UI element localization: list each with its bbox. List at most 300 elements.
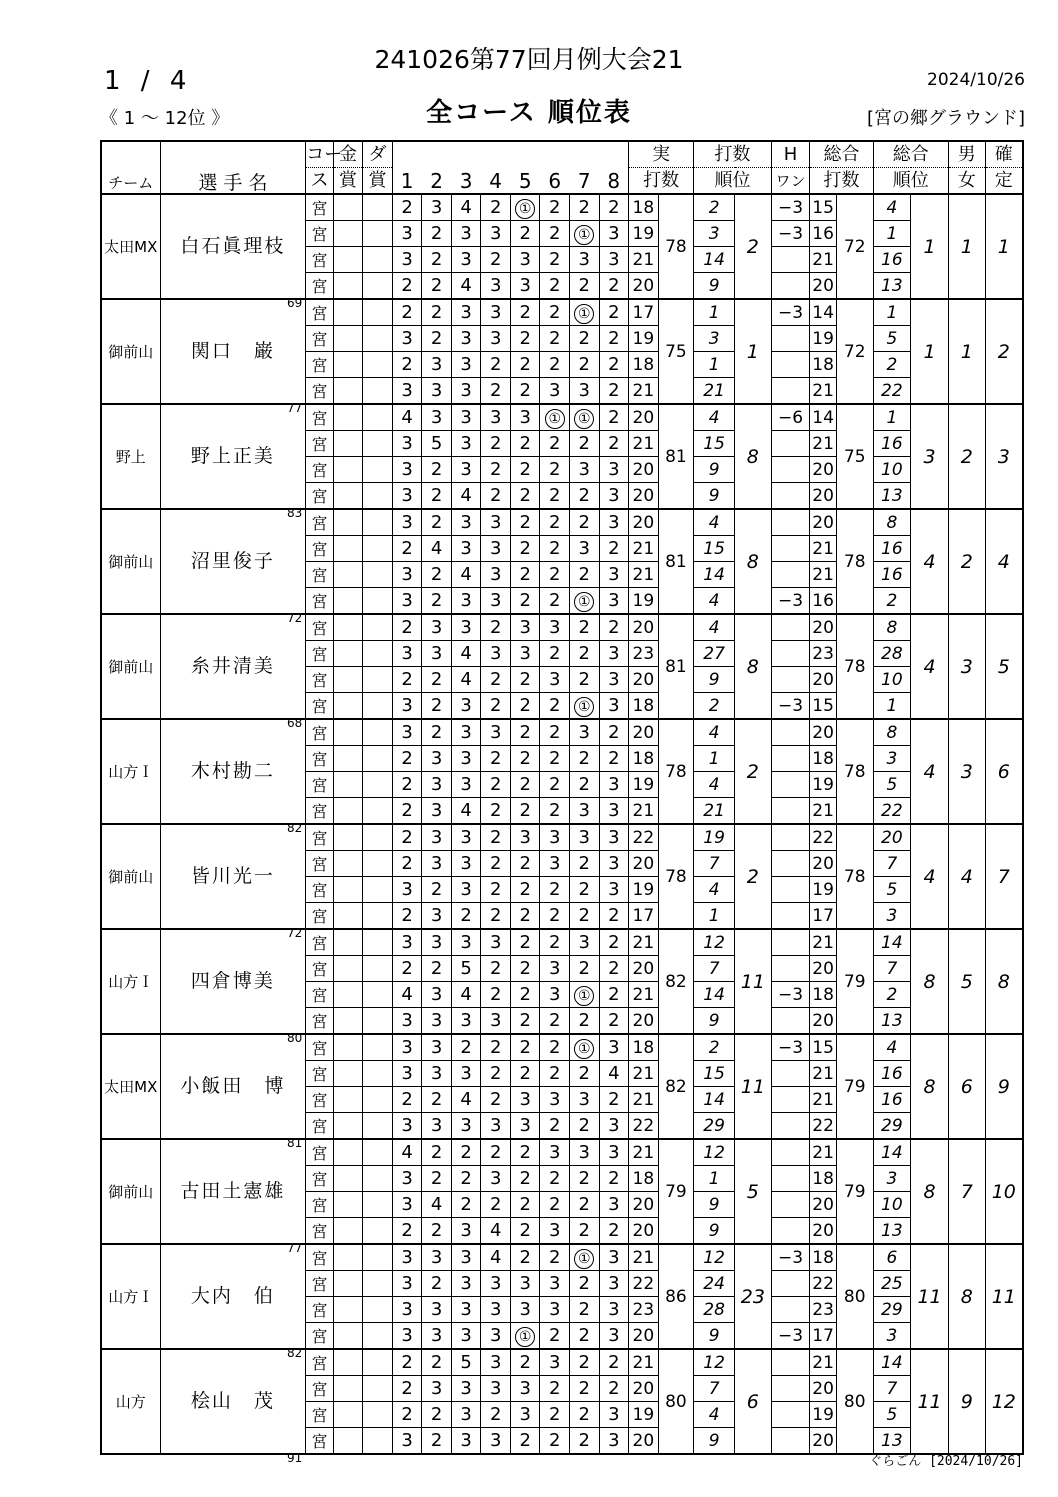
gold-prize-cell: [333, 1218, 363, 1245]
round-total-rank: 16: [873, 1061, 911, 1087]
round-total: 21: [810, 1349, 836, 1376]
round-total-rank: 3: [873, 903, 911, 930]
hole-score: 2: [481, 194, 511, 221]
hole-score: 3: [451, 1008, 481, 1035]
gender-rank: 1: [948, 194, 985, 299]
hole-score: 2: [570, 903, 600, 930]
h-one-adjust: [771, 1376, 810, 1402]
round-rank: 2: [694, 194, 735, 221]
round-score: 20: [629, 1376, 659, 1402]
hole-score: 4: [451, 273, 481, 300]
hole-score: 2: [392, 903, 422, 930]
hole-score: 2: [599, 1166, 629, 1192]
player-name-text: 桧山 茂: [190, 1390, 275, 1412]
hole-score: 3: [422, 982, 452, 1008]
course-cell: 宮: [306, 877, 334, 903]
hole-score: 2: [599, 1218, 629, 1245]
final-rank: 12: [985, 1349, 1023, 1454]
hole-score: 2: [510, 352, 540, 378]
hole-score: 3: [599, 798, 629, 825]
stroke-rank: 11: [735, 929, 772, 1034]
gold-prize-cell: [333, 667, 363, 693]
hole-score: 2: [599, 746, 629, 772]
hole-score: 3: [599, 1139, 629, 1166]
da-prize-cell: [363, 588, 393, 615]
hole-score: 2: [510, 772, 540, 798]
hole-score: 3: [422, 641, 452, 667]
gold-prize-cell: [333, 1323, 363, 1350]
hole-score: 3: [422, 798, 452, 825]
hole-score: 3: [422, 1034, 452, 1061]
hole-number-header: 8: [607, 168, 621, 193]
col-team: チーム: [101, 141, 160, 194]
hole-score: 3: [510, 247, 540, 273]
da-prize-cell: [363, 1113, 393, 1140]
table-row: [101, 1349, 1023, 1376]
da-prize-cell: [363, 824, 393, 851]
round-score: 20: [629, 851, 659, 877]
hole-score: 2: [481, 877, 511, 903]
hole-score: 2: [510, 588, 540, 615]
player-name-text: 沼里俊子: [190, 550, 275, 572]
hole-score: 3: [481, 1166, 511, 1192]
hole-score: 3: [451, 1323, 481, 1350]
round-rank: 1: [694, 299, 735, 326]
round-total: 21: [810, 929, 836, 956]
final-rank: 3: [985, 404, 1023, 509]
total-strokes: 78: [836, 614, 873, 719]
col-final-2: 定: [985, 168, 1023, 195]
player-name-text: 四倉博美: [190, 970, 275, 992]
hole-score: 3: [392, 509, 422, 536]
course-cell: 宮: [306, 1402, 334, 1428]
hole-score: 2: [540, 431, 570, 457]
hole-score: 2: [481, 824, 511, 851]
round-rank: 12: [694, 1349, 735, 1376]
h-one-adjust: −3: [771, 221, 810, 247]
player-name: [160, 719, 306, 835]
hole-score: 2: [540, 746, 570, 772]
round-rank: 3: [694, 221, 735, 247]
round-total-rank: 4: [873, 1034, 911, 1061]
course-cell: 宮: [306, 1349, 334, 1376]
gold-prize-cell: [333, 614, 363, 641]
gold-prize-cell: [333, 1376, 363, 1402]
hole-score: 3: [451, 929, 481, 956]
da-prize-cell: [363, 221, 393, 247]
course-cell: 宮: [306, 746, 334, 772]
hole-score: 2: [540, 641, 570, 667]
hole-score: 2: [599, 431, 629, 457]
course-cell: 宮: [306, 956, 334, 982]
total-rank: 8: [911, 1139, 949, 1244]
hole-score: 3: [599, 667, 629, 693]
hole-score: 3: [599, 1192, 629, 1218]
round-total-rank: 13: [873, 1008, 911, 1035]
hole-score: 3: [540, 378, 570, 405]
hole-score: 2: [599, 299, 629, 326]
hole-score: 2: [510, 851, 540, 877]
hole-score: 2: [510, 457, 540, 483]
round-total-rank: 14: [873, 1349, 911, 1376]
course-cell: 宮: [306, 851, 334, 877]
hole-score: 3: [422, 1297, 452, 1323]
total-rank: 4: [911, 509, 949, 614]
da-prize-cell: [363, 1349, 393, 1376]
player-name-text: 古田土憲雄: [180, 1180, 286, 1202]
round-score: 19: [629, 877, 659, 903]
hole-score: 2: [510, 326, 540, 352]
hole-score: 3: [599, 588, 629, 615]
table-row: [101, 614, 1023, 641]
hole-score: 3: [540, 1218, 570, 1245]
h-one-adjust: [771, 273, 810, 300]
round-total: 21: [810, 562, 836, 588]
team-name: 御前山: [101, 509, 160, 614]
gold-prize-cell: [333, 1402, 363, 1428]
actual-strokes: 81: [658, 614, 694, 719]
hole-score: 3: [422, 1061, 452, 1087]
h-one-adjust: [771, 536, 810, 562]
da-prize-cell: [363, 1271, 393, 1297]
hole-score: 2: [392, 667, 422, 693]
hole-score: 3: [422, 378, 452, 405]
hole-score: 3: [599, 1034, 629, 1061]
h-one-adjust: [771, 247, 810, 273]
hole-score: 2: [510, 693, 540, 720]
round-total: 20: [810, 483, 836, 510]
hole-score: 3: [392, 1113, 422, 1140]
hole-score: 3: [599, 824, 629, 851]
round-rank: 3: [694, 326, 735, 352]
hole-score: 2: [540, 562, 570, 588]
hole-score: [510, 1323, 540, 1350]
hole-score: 2: [392, 772, 422, 798]
course-cell: 宮: [306, 1087, 334, 1113]
player-name: [160, 614, 306, 730]
hole-score: 2: [540, 877, 570, 903]
actual-strokes: 75: [658, 299, 694, 404]
actual-strokes: 86: [658, 1244, 694, 1349]
final-rank: 6: [985, 719, 1023, 824]
h-one-adjust: [771, 509, 810, 536]
round-total-rank: 3: [873, 1323, 911, 1350]
hole-score: 2: [570, 1349, 600, 1376]
hole-score: 2: [540, 772, 570, 798]
hole-score: 2: [510, 982, 540, 1008]
round-rank: 14: [694, 247, 735, 273]
course-cell: 宮: [306, 1323, 334, 1350]
hole-number-header: 2: [430, 168, 443, 193]
total-strokes: 80: [836, 1349, 873, 1454]
final-rank: 1: [985, 194, 1023, 299]
gold-prize-cell: [333, 693, 363, 720]
hole-score: 2: [599, 1087, 629, 1113]
hole-score: 3: [451, 719, 481, 746]
gender-rank: 3: [948, 719, 985, 824]
h-one-adjust: −3: [771, 299, 810, 326]
hole-score: 3: [422, 1008, 452, 1035]
hole-score: 2: [510, 1218, 540, 1245]
hole-score: 3: [451, 588, 481, 615]
gold-prize-cell: [333, 1139, 363, 1166]
hole-score: 2: [540, 1376, 570, 1402]
player-age: 69: [286, 296, 303, 310]
gold-prize-cell: [333, 746, 363, 772]
round-score: 20: [629, 1428, 659, 1455]
round-rank: 2: [694, 693, 735, 720]
hole-score: 2: [422, 299, 452, 326]
gold-prize-cell: [333, 588, 363, 615]
hole-score: 3: [570, 1087, 600, 1113]
round-rank: 9: [694, 483, 735, 510]
hole-score: 3: [392, 1244, 422, 1271]
hole-score: 3: [451, 299, 481, 326]
hole-score: 2: [540, 326, 570, 352]
course-cell: 宮: [306, 641, 334, 667]
hole-score: 3: [422, 903, 452, 930]
round-rank: 1: [694, 1166, 735, 1192]
footer-credit: ぐらごん [2024/10/26]: [869, 1454, 1023, 1469]
hole-in-one-mark: ①: [574, 225, 594, 245]
hole-score: 2: [392, 614, 422, 641]
hole-score: 3: [510, 641, 540, 667]
col-gold-2: 賞: [333, 168, 363, 195]
hole-score: [570, 299, 600, 326]
hole-score: 2: [392, 1376, 422, 1402]
gold-prize-cell: [333, 1113, 363, 1140]
round-total: 21: [810, 536, 836, 562]
da-prize-cell: [363, 299, 393, 326]
round-total: 20: [810, 956, 836, 982]
gold-prize-cell: [333, 404, 363, 431]
course-cell: 宮: [306, 1244, 334, 1271]
round-total-rank: 22: [873, 378, 911, 405]
round-total: 20: [810, 614, 836, 641]
hole-score: 2: [510, 562, 540, 588]
col-actual-2: 打数: [629, 168, 694, 195]
hole-score: 2: [392, 1218, 422, 1245]
hole-score: 2: [540, 1034, 570, 1061]
hole-score: 4: [481, 1244, 511, 1271]
h-one-adjust: [771, 798, 810, 825]
round-total: 18: [810, 982, 836, 1008]
hole-score: 3: [422, 1376, 452, 1402]
gold-prize-cell: [333, 1271, 363, 1297]
gender-rank: 2: [948, 509, 985, 614]
hole-score: 2: [481, 1034, 511, 1061]
hole-score: 2: [481, 903, 511, 930]
hole-score: 2: [570, 1113, 600, 1140]
hole-score: 3: [481, 1271, 511, 1297]
round-score: 22: [629, 1271, 659, 1297]
round-total: 20: [810, 273, 836, 300]
total-rank: 3: [911, 404, 949, 509]
hole-score: 3: [481, 719, 511, 746]
round-total-rank: 7: [873, 1376, 911, 1402]
hole-score: 2: [570, 641, 600, 667]
hole-score: 2: [422, 719, 452, 746]
h-one-adjust: [771, 903, 810, 930]
hole-score: 3: [392, 641, 422, 667]
player-age: 72: [286, 926, 303, 940]
col-total-2: 打数: [810, 168, 873, 195]
total-rank: 4: [911, 824, 949, 929]
round-score: 21: [629, 1349, 659, 1376]
total-rank: 8: [911, 929, 949, 1034]
hole-score: 2: [540, 1402, 570, 1428]
hole-score: 3: [481, 509, 511, 536]
round-score: 18: [629, 1034, 659, 1061]
player-name-text: 糸井清美: [190, 655, 275, 677]
hole-score: 2: [422, 1139, 452, 1166]
round-score: 17: [629, 903, 659, 930]
col-holes: [392, 141, 628, 194]
round-rank: 19: [694, 824, 735, 851]
h-one-adjust: [771, 824, 810, 851]
total-rank: 4: [911, 614, 949, 719]
h-one-adjust: [771, 1113, 810, 1140]
gold-prize-cell: [333, 247, 363, 273]
hole-score: 3: [540, 1087, 570, 1113]
round-total-rank: 13: [873, 1218, 911, 1245]
stroke-rank: 8: [735, 509, 772, 614]
gender-rank: 9: [948, 1349, 985, 1454]
player-name: [160, 509, 306, 625]
round-score: 19: [629, 326, 659, 352]
hole-score: 2: [510, 956, 540, 982]
course-cell: 宮: [306, 1376, 334, 1402]
round-score: 18: [629, 352, 659, 378]
hole-score: 5: [451, 1349, 481, 1376]
total-rank: 4: [911, 719, 949, 824]
round-total: 20: [810, 1008, 836, 1035]
hole-score: 2: [540, 693, 570, 720]
round-score: 23: [629, 1297, 659, 1323]
hole-score: [570, 588, 600, 615]
round-total: 15: [810, 693, 836, 720]
table-row: [101, 1139, 1023, 1166]
hole-number-header: 6: [548, 168, 562, 193]
hole-score: 3: [570, 824, 600, 851]
gold-prize-cell: [333, 457, 363, 483]
round-total: 20: [810, 719, 836, 746]
hole-score: 2: [540, 1323, 570, 1350]
hole-score: 2: [599, 378, 629, 405]
team-name: 太田MX: [101, 1034, 160, 1139]
hole-score: 3: [451, 431, 481, 457]
hole-score: 3: [481, 1113, 511, 1140]
round-rank: 4: [694, 614, 735, 641]
gold-prize-cell: [333, 1244, 363, 1271]
round-total: 20: [810, 667, 836, 693]
total-strokes: 78: [836, 509, 873, 614]
h-one-adjust: [771, 483, 810, 510]
final-rank: 10: [985, 1139, 1023, 1244]
hole-score: 3: [392, 1271, 422, 1297]
course-cell: 宮: [306, 326, 334, 352]
round-total-rank: 16: [873, 562, 911, 588]
hole-score: 3: [481, 221, 511, 247]
hole-score: 2: [540, 247, 570, 273]
hole-score: 3: [422, 404, 452, 431]
round-total: 23: [810, 641, 836, 667]
hole-score: 2: [510, 221, 540, 247]
hole-score: 4: [451, 798, 481, 825]
player-age: 83: [286, 506, 303, 520]
player-name-text: 野上正美: [190, 445, 275, 467]
col-h-2: ワン: [771, 168, 810, 195]
h-one-adjust: [771, 1008, 810, 1035]
hole-score: 4: [451, 562, 481, 588]
hole-score: 3: [392, 483, 422, 510]
round-total: 20: [810, 509, 836, 536]
round-rank: 4: [694, 772, 735, 798]
round-total: 20: [810, 1428, 836, 1455]
da-prize-cell: [363, 929, 393, 956]
hole-score: 5: [422, 431, 452, 457]
round-score: 21: [629, 378, 659, 405]
hole-score: 3: [451, 824, 481, 851]
round-total-rank: 16: [873, 431, 911, 457]
hole-score: 3: [510, 1113, 540, 1140]
round-total-rank: 3: [873, 746, 911, 772]
hole-score: 2: [422, 588, 452, 615]
round-total: 20: [810, 1218, 836, 1245]
hole-score: 2: [422, 326, 452, 352]
hole-number-header: 3: [459, 168, 473, 193]
actual-strokes: 81: [658, 404, 694, 509]
actual-strokes: 78: [658, 719, 694, 824]
hole-score: 2: [451, 1034, 481, 1061]
hole-score: 2: [540, 194, 570, 221]
player-name-text: 皆川光一: [190, 865, 275, 887]
gold-prize-cell: [333, 483, 363, 510]
player-age: 80: [286, 1031, 303, 1045]
hole-score: 2: [510, 1349, 540, 1376]
course-cell: 宮: [306, 1008, 334, 1035]
hole-score: 2: [392, 1402, 422, 1428]
hole-score: 2: [481, 798, 511, 825]
hole-score: 2: [510, 1139, 540, 1166]
round-score: 22: [629, 1113, 659, 1140]
hole-score: 3: [451, 247, 481, 273]
hole-score: 2: [481, 851, 511, 877]
hole-score: 3: [451, 1244, 481, 1271]
h-one-adjust: −3: [771, 1244, 810, 1271]
team-name: 山方Ｉ: [101, 1244, 160, 1349]
hole-score: 2: [510, 667, 540, 693]
da-prize-cell: [363, 431, 393, 457]
round-rank: 1: [694, 352, 735, 378]
hole-score: 2: [570, 1218, 600, 1245]
hole-score: 3: [481, 404, 511, 431]
h-one-adjust: [771, 772, 810, 798]
hole-score: 3: [451, 746, 481, 772]
round-total-rank: 2: [873, 588, 911, 615]
gold-prize-cell: [333, 1297, 363, 1323]
hole-score: 2: [510, 536, 540, 562]
hole-score: 2: [422, 509, 452, 536]
round-rank: 9: [694, 667, 735, 693]
table-row: [101, 824, 1023, 851]
round-total: 20: [810, 851, 836, 877]
total-strokes: 79: [836, 929, 873, 1034]
round-total-rank: 1: [873, 299, 911, 326]
player-name: [160, 299, 306, 415]
h-one-adjust: [771, 877, 810, 903]
h-one-adjust: [771, 326, 810, 352]
